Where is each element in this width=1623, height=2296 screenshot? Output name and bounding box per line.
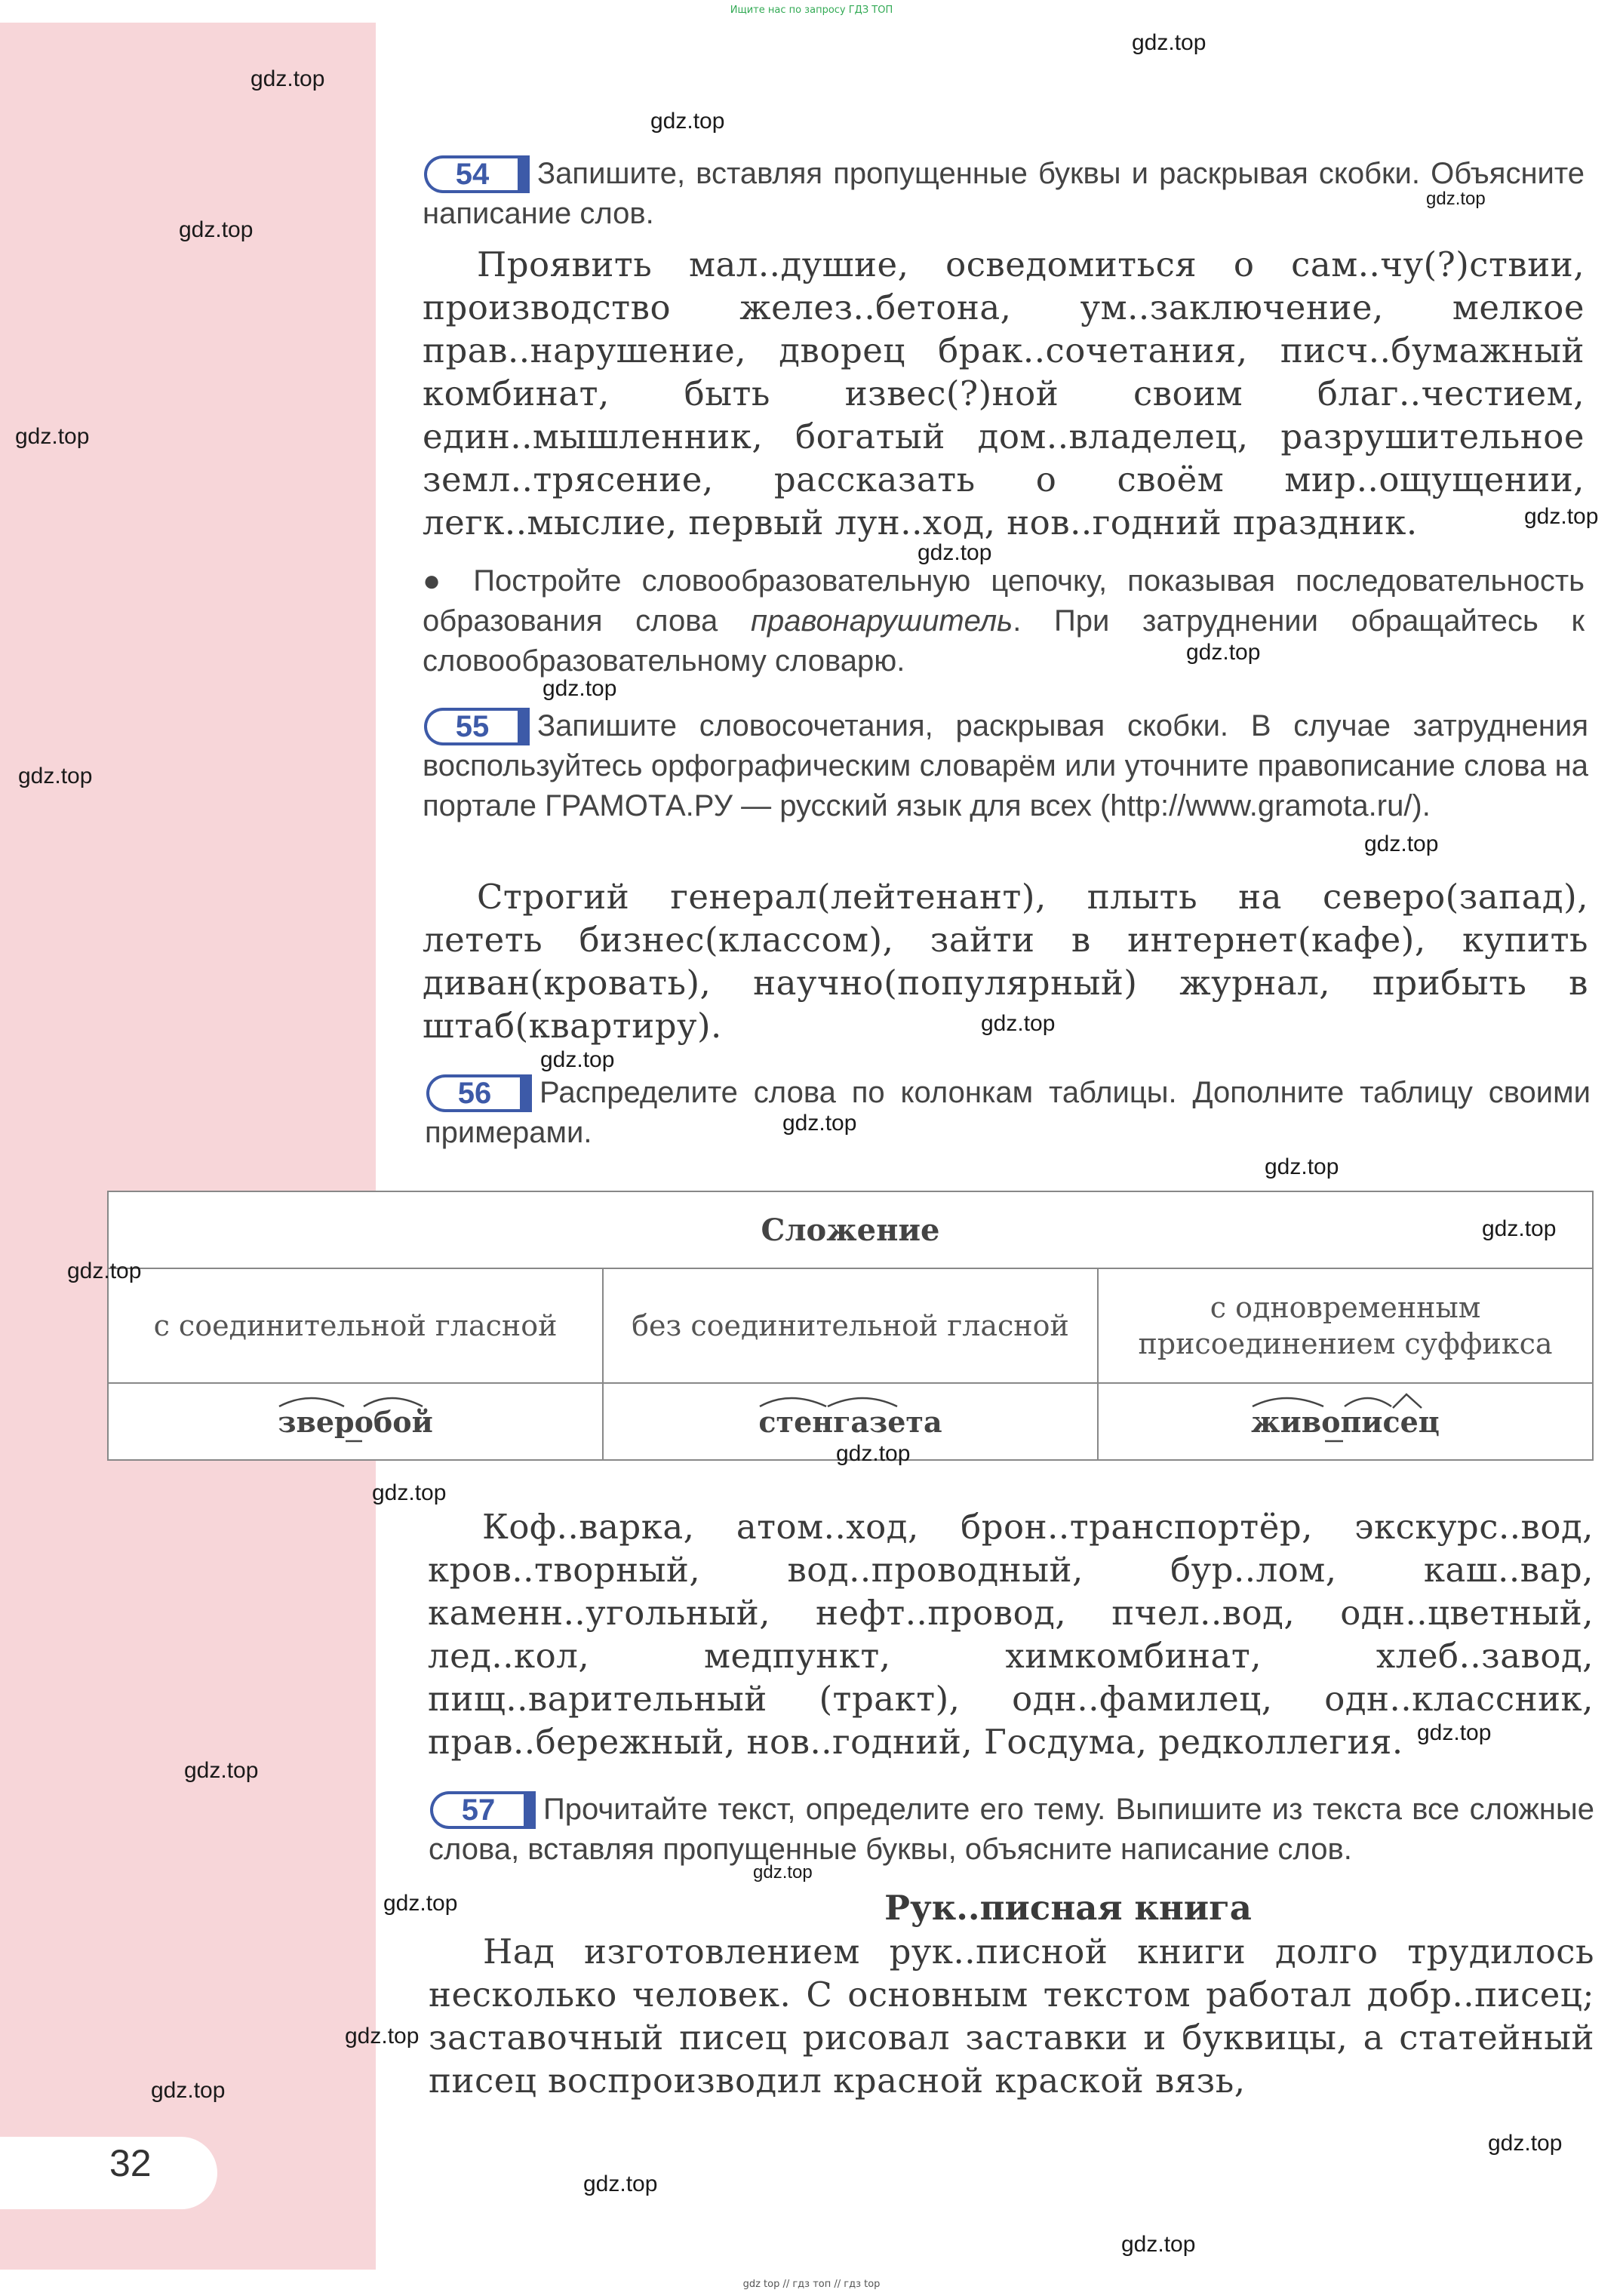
task-56-exercise: Коф..варка, атом..ход, брон..транспортёр, экскурс..вод, кров..творный, вод..проводный, бур..лом, каш..вар, каменн..угольный, нефт..провод, пчел..вод, одн..цветный, лед..кол, медпункт, химкомбинат, хлеб..завод, пищ..варительный (тракт), одн..фамилец, одн..классник, прав..бережный, нов..годний, Госдума, редколлегия.: [428, 1507, 1594, 1762]
watermark: gdz.top: [1121, 2232, 1196, 2257]
watermark: gdz.top: [1265, 1154, 1339, 1179]
watermark: gdz.top: [251, 66, 325, 91]
watermark: gdz.top: [179, 217, 254, 242]
task-56-number: 56: [426, 1074, 532, 1112]
watermark: gdz.top: [1426, 189, 1486, 209]
watermark: gdz.top: [151, 2078, 226, 2103]
watermark: gdz.top: [372, 1480, 447, 1505]
root-arcs-icon: [278, 1390, 429, 1450]
watermark: gdz.top: [1524, 504, 1599, 529]
text-title: Рук..писная книга: [884, 1888, 1252, 1928]
task-56-instruction: Распределите слова по колонкам таблицы. Дополните таблицу своими примерами.: [425, 1076, 1591, 1149]
watermark: gdz.top: [1482, 1216, 1557, 1241]
watermark: gdz.top: [540, 1047, 615, 1072]
column-header-no-connecting-vowel: без соединительной гласной: [603, 1268, 1098, 1383]
page-margin-band: [0, 23, 376, 2270]
task-55-exercise: Строгий генерал(лейтенант), плыть на северо(запад), лететь бизнес(классом), зайти в интернет(кафе), купить диван(кровать), научно(популярный) журнал, прибыть в штаб(квартиру).: [423, 877, 1588, 1046]
task-57-instruction: Прочитайте текст, определите его тему. Выпишите из текста все сложные слова, вставляя пропущенные буквы, объясните написание слов.: [429, 1793, 1594, 1866]
table-title: Сложение: [108, 1191, 1593, 1268]
composition-table: [107, 1191, 1594, 1461]
watermark: gdz.top: [1417, 1720, 1492, 1745]
watermark: gdz.top: [383, 1891, 458, 1916]
watermark: gdz.top: [1186, 640, 1261, 665]
task-57-number: 57: [430, 1791, 536, 1829]
watermark: gdz.top: [583, 2172, 658, 2196]
watermark: gdz.top: [345, 2024, 420, 2049]
watermark: gdz.top: [782, 1111, 857, 1136]
column-header-connecting-vowel: с соединительной гласной: [108, 1268, 603, 1383]
column-header-with-suffix: с одновременным присоединением суффикса: [1098, 1268, 1593, 1383]
morpheme-marks: зверобой: [278, 1405, 433, 1439]
task-55-instruction: Запишите словосочетания, раскрывая скобки. В случае затруднения воспользуйтесь орфографическим словарём или уточните правописание слова на портале ГРАМОТА.РУ — русский язык для всех (http://www.gramota.ru/).: [423, 709, 1588, 822]
watermark: gdz.top: [18, 764, 93, 788]
watermark: gdz.top: [1364, 831, 1439, 856]
task-54-instruction: Запишите, вставляя пропущенные буквы и раскрывая скобки. Объясните написание слов.: [423, 157, 1585, 230]
page-number: 32: [109, 2142, 152, 2184]
watermark: gdz.top: [836, 1441, 911, 1466]
watermark: gdz.top: [184, 1758, 259, 1783]
bottom-note: gdz top // гдз топ // гдз top: [742, 2279, 881, 2290]
task-54-exercise: Проявить мал..душие, осведомиться о сам..чу(?)ствии, производство желез..бетона, ум..заключение, мелкое прав..нарушение, дворец брак..сочетания, писч..бумажный комбинат, быть извес(?)ной своим благ..честием, един..мышленник, богатый дом..владелец, разрушительное земл..трясение, рассказать о своём мир..ощущении, легк..мыслие, первый лун..ход, нов..годний праздник.: [423, 244, 1585, 542]
watermark: gdz.top: [650, 109, 725, 134]
watermark: gdz.top: [67, 1259, 142, 1283]
task-54-number: 54: [424, 155, 530, 193]
watermark: gdz.top: [1488, 2131, 1563, 2156]
watermark: gdz.top: [981, 1011, 1056, 1036]
task-57-text: Над изготовлением рук..писной книги долго трудилось несколько человек. С основным текстом работал добр..писец; заставочный писец рисовал заставки и буквицы, а статейный писец воспроизводил красной краской вязь,: [429, 1932, 1594, 2101]
bullet-icon: ●: [423, 564, 474, 598]
watermark: gdz.top: [1132, 30, 1206, 55]
task-55-number: 55: [424, 708, 530, 745]
task-54-bullet: ● Постройте словообразовательную цепочку, показывая последовательность образования слова правонарушитель. При затруднении обращайтесь к словообразовательному словарю.: [423, 564, 1585, 678]
example-zhivopisets: [1098, 1383, 1593, 1460]
morpheme-marks: живописец: [1251, 1405, 1440, 1439]
watermark: gdz.top: [753, 1862, 813, 1883]
watermark: gdz.top: [543, 676, 617, 701]
page-number-tab: [0, 2137, 217, 2209]
watermark: gdz.top: [918, 540, 992, 565]
root-arcs-icon: [1251, 1390, 1432, 1450]
watermark: gdz.top: [15, 424, 90, 449]
top-note: Ищите нас по запросу ГДЗ ТОП: [730, 5, 893, 16]
morpheme-marks: стенгазета: [758, 1405, 942, 1439]
example-zveroboy: [108, 1383, 603, 1460]
